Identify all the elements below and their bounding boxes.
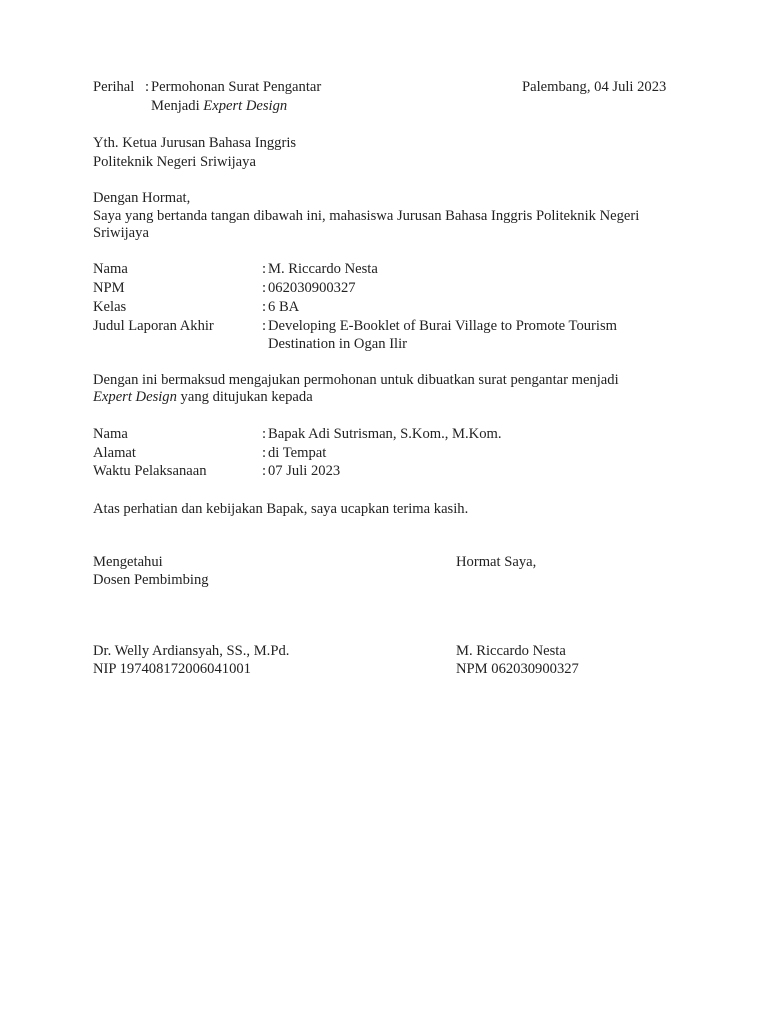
perihal-line1: Permohonan Surat Pengantar bbox=[151, 79, 322, 95]
student-nama-label: Nama bbox=[93, 261, 128, 277]
target-alamat-colon: : bbox=[262, 445, 267, 461]
request-line1: Dengan ini bermaksud mengajukan permohonan untuk dibuatkan surat pengantar menjadi bbox=[93, 372, 619, 388]
perihal-line2-prefix: Menjadi bbox=[151, 98, 204, 114]
request-line2-italic: Expert Design bbox=[93, 389, 177, 405]
target-waktu-colon: : bbox=[262, 463, 267, 479]
target-nama-value: Bapak Adi Sutrisman, S.Kom., M.Kom. bbox=[268, 426, 502, 442]
greeting: Dengan Hormat, bbox=[93, 190, 191, 206]
sig-right-id: NPM 062030900327 bbox=[456, 661, 579, 677]
request-line2-rest: yang ditujukan kepada bbox=[176, 389, 313, 405]
closing-text: Atas perhatian dan kebijakan Bapak, saya ucapkan terima kasih. bbox=[93, 501, 469, 517]
student-kelas-label: Kelas bbox=[93, 299, 127, 315]
student-npm-colon: : bbox=[262, 280, 267, 296]
student-judul-value-line2: Destination in Ogan Ilir bbox=[268, 336, 408, 352]
target-alamat-label: Alamat bbox=[93, 445, 136, 461]
target-waktu-value: 07 Juli 2023 bbox=[268, 463, 341, 479]
target-alamat-value: di Tempat bbox=[268, 445, 327, 461]
target-waktu-label: Waktu Pelaksanaan bbox=[93, 463, 207, 479]
sig-left-line2: Dosen Pembimbing bbox=[93, 572, 209, 588]
target-nama-label: Nama bbox=[93, 426, 128, 442]
student-kelas-colon: : bbox=[262, 299, 267, 315]
sig-left-name: Dr. Welly Ardiansyah, SS., M.Pd. bbox=[93, 643, 290, 659]
student-judul-colon: : bbox=[262, 318, 267, 334]
intro-line2: Sriwijaya bbox=[93, 225, 149, 241]
student-kelas-value: 6 BA bbox=[268, 299, 300, 315]
intro-line1: Saya yang bertanda tangan dibawah ini, mahasiswa Jurusan Bahasa Inggris Politeknik Negeri bbox=[93, 208, 640, 224]
sig-left-line1: Mengetahui bbox=[93, 554, 163, 570]
perihal-line2 bbox=[151, 97, 287, 116]
place-date: Palembang, 04 Juli 2023 bbox=[522, 79, 667, 95]
student-npm-label: NPM bbox=[93, 280, 125, 296]
student-judul-value-line1: Developing E-Booklet of Burai Village to Promote Tourism bbox=[268, 318, 617, 334]
recipient-line1: Yth. Ketua Jurusan Bahasa Inggris bbox=[93, 135, 297, 151]
sig-left-id: NIP 197408172006041001 bbox=[93, 661, 251, 677]
perihal-colon: : bbox=[145, 79, 150, 95]
sig-right-line1: Hormat Saya, bbox=[456, 554, 537, 570]
student-nama-colon: : bbox=[262, 261, 267, 277]
request-line2 bbox=[93, 388, 313, 407]
sig-right-name: M. Riccardo Nesta bbox=[456, 643, 566, 659]
target-nama-colon: : bbox=[262, 426, 267, 442]
student-nama-value: M. Riccardo Nesta bbox=[268, 261, 378, 277]
recipient-line2: Politeknik Negeri Sriwijaya bbox=[93, 154, 256, 170]
perihal-line2-italic: Expert Design bbox=[203, 98, 288, 114]
student-judul-label: Judul Laporan Akhir bbox=[93, 318, 214, 334]
perihal-label: Perihal bbox=[93, 79, 135, 95]
student-npm-value: 062030900327 bbox=[268, 280, 356, 296]
